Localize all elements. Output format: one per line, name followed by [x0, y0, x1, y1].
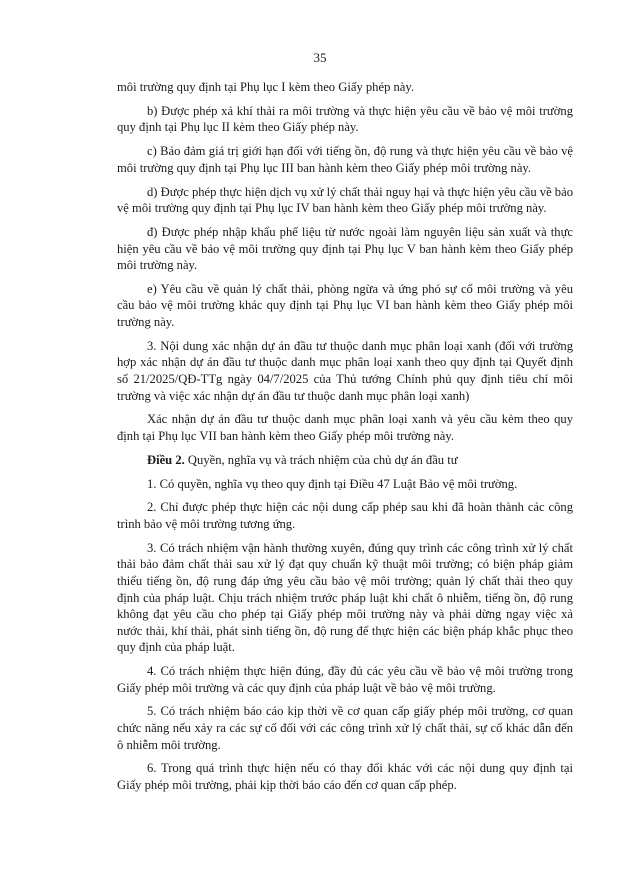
paragraph-green-confirmation: Xác nhận dự án đầu tư thuộc danh mục phân loại xanh và yêu cầu kèm theo quy định tại Phụ lục VII ban hành kèm theo Giấy phép môi trường này.	[117, 412, 573, 443]
paragraph-article2-item-2: 2. Chỉ được phép thực hiện các nội dung cấp phép sau khi đã hoàn thành các công trình bảo vệ môi trường tương ứng.	[117, 500, 573, 531]
paragraph-section-3: 3. Nội dung xác nhận dự án đầu tư thuộc danh mục phân loại xanh (đối với trường hợp xác nhận dự án đầu tư thuộc danh mục phân loại xanh theo quy định tại Quyết định số 21/2025/QĐ-TTg ngày 04/7/2025 của Thủ tướng Chính phủ quy định tiêu chí môi trường và việc xác nhận dự án đầu tư thuộc danh mục phân loại xanh)	[117, 338, 573, 403]
paragraph-item-b: b) Được phép xả khí thải ra môi trường và thực hiện yêu cầu về bảo vệ môi trường quy định tại Phụ lục II kèm theo Giấy phép này.	[117, 103, 573, 135]
page-number: 35	[313, 50, 327, 65]
paragraph-item-dd: đ) Được phép nhập khẩu phế liệu từ nước ngoài làm nguyên liệu sản xuất và thực hiện yêu cầu về bảo vệ môi trường quy định tại Phụ lục V ban hành kèm theo Giấy phép môi trường này.	[117, 224, 573, 273]
paragraph-article2-item-3: 3. Có trách nhiệm vận hành thường xuyên, đúng quy trình các công trình xử lý chất thải bảo đảm chất thải sau xử lý đạt quy chuẩn kỹ thuật môi trường; có biện pháp giảm thiểu tiếng ồn, độ rung đáp ứng yêu cầu bảo vệ môi trường; quản lý chất thải theo quy định của pháp luật. Chịu trách nhiệm trước pháp luật khi chất ô nhiễm, tiếng ồn, độ rung không đạt yêu cầu cho phép tại Giấy phép môi trường này và phải dừng ngay việc xả nước thải, khí thải, phát sinh tiếng ồn, độ rung để thực hiện các biện pháp khắc phục theo quy định của pháp luật.	[117, 540, 573, 655]
article-2-title: Quyền, nghĩa vụ và trách nhiệm của chủ dự án đầu tư	[184, 452, 458, 467]
paragraph-item-e: e) Yêu cầu về quản lý chất thải, phòng ngừa và ứng phó sự cố môi trường và yêu cầu bảo vệ môi trường khác quy định tại Phụ lục VI ban hành kèm theo Giấy phép môi trường này.	[117, 281, 573, 330]
paragraph-item-d: d) Được phép thực hiện dịch vụ xử lý chất thải nguy hại và thực hiện yêu cầu về bảo vệ môi trường quy định tại Phụ lục IV ban hành kèm theo Giấy phép môi trường này.	[117, 184, 573, 216]
article-2-heading	[117, 452, 573, 469]
paragraph-article2-item-1: 1. Có quyền, nghĩa vụ theo quy định tại Điều 47 Luật Bảo vệ môi trường.	[147, 476, 518, 491]
paragraph-article2-item-6: 6. Trong quá trình thực hiện nếu có thay đổi khác với các nội dung quy định tại Giấy phép môi trường, phải kịp thời báo cáo đến cơ quan cấp phép.	[117, 761, 573, 792]
paragraph-article2-item-5: 5. Có trách nhiệm báo cáo kịp thời về cơ quan cấp giấy phép môi trường, cơ quan chức năng nếu xảy ra các sự cố đối với các công trình xử lý chất thải, sự cố khác dẫn đến ô nhiễm môi trường.	[117, 704, 573, 752]
document-body	[117, 79, 573, 801]
paragraph-article2-item-4: 4. Có trách nhiệm thực hiện đúng, đầy đủ các yêu cầu về bảo vệ môi trường trong Giấy phép môi trường và các quy định của pháp luật về bảo vệ môi trường.	[117, 664, 573, 695]
article-2-label: Điều 2.	[147, 452, 185, 467]
paragraph-item-c: c) Bảo đảm giá trị giới hạn đối với tiếng ồn, độ rung và thực hiện yêu cầu về bảo vệ môi trường quy định tại Phụ lục III ban hành kèm theo Giấy phép môi trường này.	[117, 144, 573, 175]
paragraph-continuation: môi trường quy định tại Phụ lục I kèm theo Giấy phép này.	[117, 80, 415, 94]
